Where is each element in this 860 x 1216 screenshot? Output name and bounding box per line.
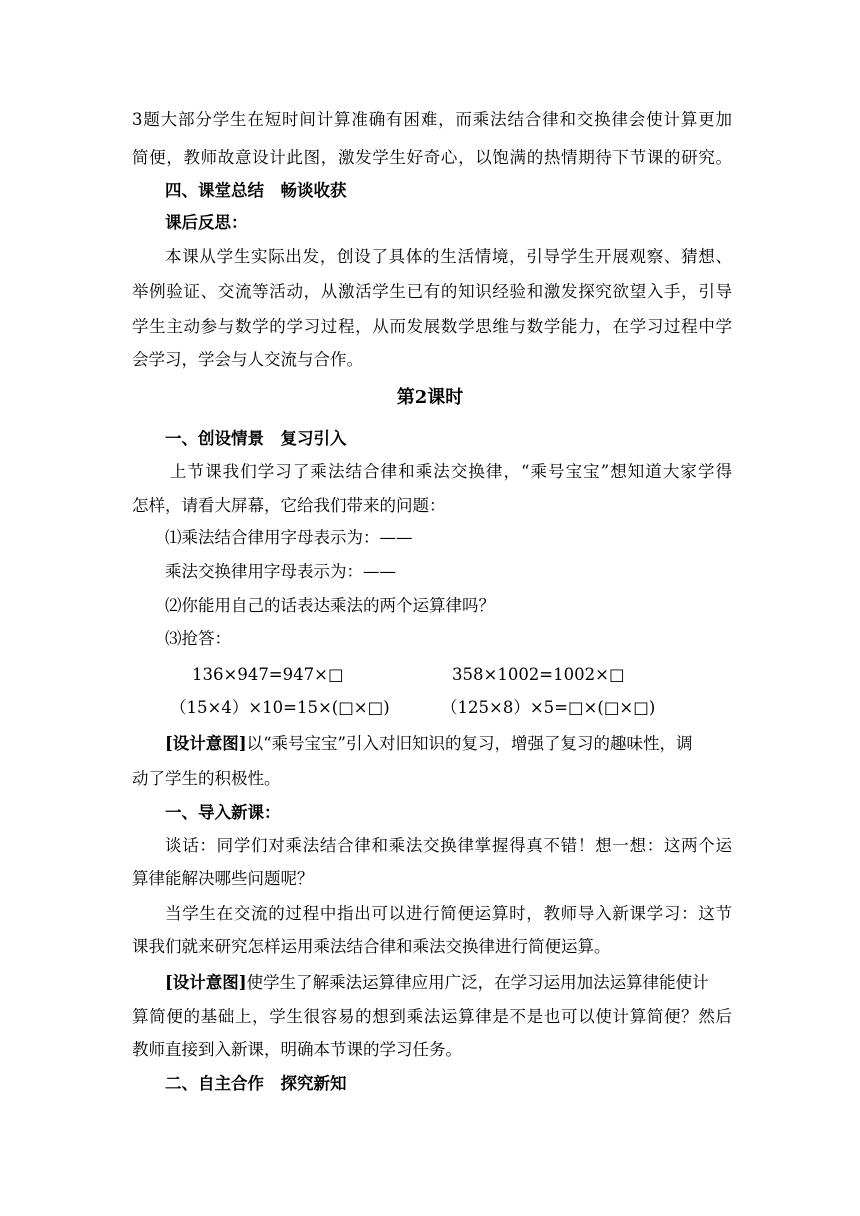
paragraph-line: 举例验证、交流等活动，从激活学生已有的知识经验和激发探究欲望入手，引导 bbox=[132, 282, 732, 301]
design-intent-tag: [设计意图] bbox=[165, 973, 247, 992]
section-heading: 四、课堂总结 畅谈收获 bbox=[165, 181, 347, 200]
exercise-d: （125×8）×5=□×(□×□) bbox=[441, 698, 656, 717]
paragraph-line: 3题大部分学生在短时间计算准确有困难，而乘法结合律和交换律会使计算更加 bbox=[132, 110, 732, 129]
lesson-title: 第2课时 bbox=[396, 387, 464, 408]
section-heading: 一、导入新课： bbox=[165, 803, 281, 822]
question-line: ⑴乘法结合律用字母表示为：—— bbox=[165, 528, 413, 547]
design-intent-text: 使学生了解乘法运算律应用广泛，在学习运用加法运算律能使计 bbox=[246, 973, 709, 992]
paragraph-line: 会学习，学会与人交流与合作。 bbox=[132, 350, 363, 369]
section-heading: 二、自主合作 探究新知 bbox=[165, 1074, 347, 1093]
paragraph-line: 谈话：同学们对乘法结合律和乘法交换律掌握得真不错！想一想：这两个运 bbox=[165, 836, 732, 855]
paragraph-line: 教师直接到入新课，明确本节课的学习任务。 bbox=[132, 1040, 462, 1059]
paragraph-line: 课我们就来研究怎样运用乘法结合律和乘法交换律进行简便运算。 bbox=[132, 937, 611, 956]
paragraph-line: 算简便的基础上，学生很容易的想到乘法运算律是不是也可以使计算简便？然后 bbox=[132, 1007, 732, 1026]
paragraph-line: 上节课我们学习了乘法结合律和乘法交换律，“乘号宝宝”想知道大家学得 bbox=[170, 462, 732, 481]
exercise-b: 358×1002=1002×□ bbox=[452, 665, 625, 684]
paragraph-line: 本课从学生实际出发，创设了具体的生活情境，引导学生开展观察、猜想、 bbox=[165, 247, 732, 266]
section-heading: 课后反思： bbox=[165, 213, 248, 232]
paragraph-line: 学生主动参与数学的学习过程，从而发展数学思维与数学能力，在学习过程中学 bbox=[132, 317, 732, 336]
paragraph-line: 简便，教师故意设计此图，激发学生好奇心，以饱满的热情期待下节课的研究。 bbox=[132, 148, 732, 167]
paragraph-line: 动了学生的积极性。 bbox=[132, 769, 281, 788]
design-intent-line bbox=[165, 732, 732, 756]
section-heading: 一、创设情景 复习引入 bbox=[165, 429, 347, 448]
exercise-a: 136×947=947×□ bbox=[192, 665, 344, 684]
design-intent-text: 以“乘号宝宝”引入对旧知识的复习，增强了复习的趣味性，调 bbox=[246, 734, 693, 753]
question-line: ⑶抢答： bbox=[165, 629, 231, 648]
paragraph-line: 当学生在交流的过程中指出可以进行简便运算时，教师导入新课学习：这节 bbox=[165, 904, 732, 923]
question-line: ⑵你能用自己的话表达乘法的两个运算律吗？ bbox=[165, 596, 495, 615]
question-line: 乘法交换律用字母表示为：—— bbox=[165, 562, 396, 581]
exercise-c: （15×4）×10=15×(□×□) bbox=[170, 698, 390, 717]
design-intent-tag: [设计意图] bbox=[165, 734, 247, 753]
paragraph-line: 算律能解决哪些问题呢？ bbox=[132, 869, 314, 888]
paragraph-line: 怎样，请看大屏幕，它给我们带来的问题： bbox=[132, 496, 446, 515]
design-intent-line bbox=[165, 971, 732, 995]
